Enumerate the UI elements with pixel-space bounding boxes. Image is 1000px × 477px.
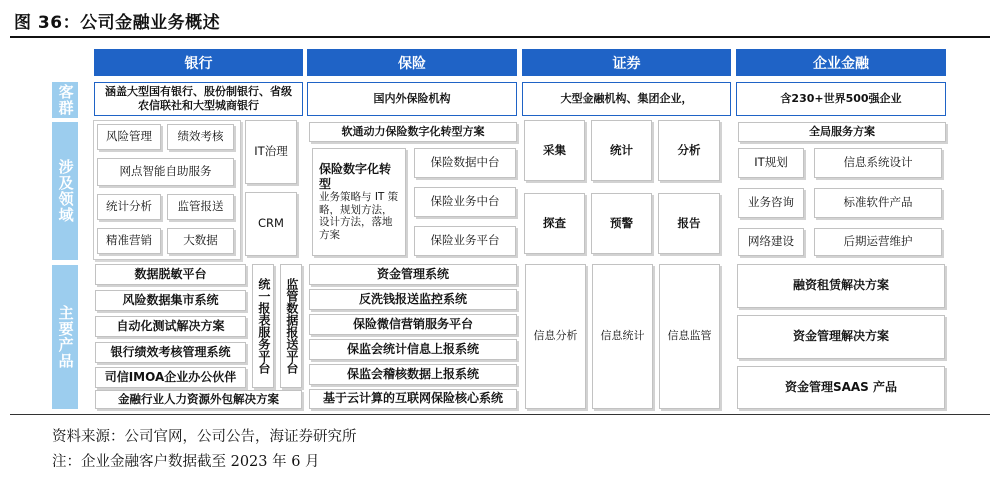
bank-product-auto-testing: 自动化测试解决方案 bbox=[95, 316, 246, 337]
insurance-product-fund-mgmt: 资金管理系统 bbox=[309, 264, 517, 285]
bank-crm: CRM bbox=[245, 192, 297, 256]
insurance-digital-title: 保险数字化转型 bbox=[319, 162, 392, 191]
row-label-customers-text: 客群 bbox=[56, 84, 75, 116]
bank-product-imoa-office: 司信IMOA企业办公伙伴 bbox=[95, 367, 246, 388]
enterprise-standard-software: 标准软件产品 bbox=[814, 188, 942, 218]
bank-product-hr-outsourcing: 金融行业人力资源外包解决方案 bbox=[95, 390, 302, 409]
row-label-domains-text: 涉及领域 bbox=[56, 159, 75, 223]
customer-bank: 涵盖大型国有银行、股份制银行、省级农信联社和大型城商银行 bbox=[94, 82, 303, 116]
bank-performance-review: 绩效考核 bbox=[167, 124, 234, 150]
bank-regulatory-reporting: 监管报送 bbox=[167, 194, 234, 220]
enterprise-business-consulting: 业务咨询 bbox=[738, 188, 804, 218]
securities-product-info-statistics: 信息统计 bbox=[592, 264, 653, 409]
bank-product-risk-data-mart: 风险数据集市系统 bbox=[95, 290, 246, 311]
bank-product-regulatory-text: 监管数据报送平台 bbox=[284, 278, 299, 374]
enterprise-info-system-design: 信息系统设计 bbox=[814, 148, 942, 178]
insurance-product-audit-reporting: 保监会稽核数据上报系统 bbox=[309, 364, 517, 385]
enterprise-global-service-header: 全局服务方案 bbox=[738, 122, 946, 142]
bank-it-governance: IT治理 bbox=[245, 120, 297, 184]
insurance-product-cloud-core: 基于云计算的互联网保险核心系统 bbox=[309, 389, 517, 409]
bank-product-unified-report-text: 统一报表服务平台 bbox=[256, 278, 271, 374]
securities-inspect: 探查 bbox=[524, 193, 585, 254]
enterprise-operations-maintenance: 后期运营维护 bbox=[814, 228, 942, 256]
insurance-digital-desc: 业务策略与 IT 策略，规划方法，设计方法，落地方案 bbox=[319, 191, 399, 241]
row-label-products bbox=[52, 265, 78, 409]
securities-product-info-supervision: 信息监管 bbox=[659, 264, 720, 409]
insurance-data-center: 保险数据中台 bbox=[414, 148, 516, 178]
row-label-customers bbox=[52, 82, 78, 118]
figure-title: 图 36：公司金融业务概述 bbox=[14, 13, 221, 33]
securities-report: 报告 bbox=[658, 193, 720, 254]
insurance-transformation-header: 软通动力保险数字化转型方案 bbox=[309, 122, 517, 142]
insurance-business-platform: 保险业务平台 bbox=[414, 226, 516, 256]
bank-precision-marketing: 精准营销 bbox=[97, 228, 161, 254]
enterprise-product-leasing: 融资租赁解决方案 bbox=[737, 264, 945, 308]
row-label-products-text: 主要产品 bbox=[56, 305, 75, 369]
source-note: 资料来源：公司官网，公司公告，海证券研究所 bbox=[52, 429, 357, 445]
customer-securities: 大型金融机构、集团企业， bbox=[522, 82, 731, 116]
securities-analysis: 分析 bbox=[658, 120, 720, 181]
column-header-securities: 证券 bbox=[522, 49, 731, 76]
enterprise-product-fund-solution: 资金管理解决方案 bbox=[737, 315, 945, 359]
bank-product-regulatory-platform bbox=[280, 264, 302, 388]
bank-branch-self-service: 网点智能自助服务 bbox=[97, 158, 234, 186]
column-header-bank: 银行 bbox=[94, 49, 303, 76]
enterprise-product-fund-saas: 资金管理SAAS 产品 bbox=[737, 366, 945, 409]
enterprise-it-planning: IT规划 bbox=[738, 148, 804, 178]
column-header-enterprise: 企业金融 bbox=[736, 49, 946, 76]
bank-product-data-masking: 数据脱敏平台 bbox=[95, 264, 246, 285]
bank-risk-management: 风险管理 bbox=[97, 124, 161, 150]
enterprise-network-building: 网络建设 bbox=[738, 228, 804, 256]
bank-product-unified-report-platform bbox=[252, 264, 274, 388]
insurance-product-stats-reporting: 保监会统计信息上报系统 bbox=[309, 339, 517, 360]
title-rule bbox=[10, 36, 990, 38]
securities-collect: 采集 bbox=[524, 120, 585, 181]
customer-insurance: 国内外保险机构 bbox=[307, 82, 517, 116]
securities-warning: 预警 bbox=[591, 193, 652, 254]
securities-statistics: 统计 bbox=[591, 120, 652, 181]
data-note: 注：企业金融客户数据截至 2023 年 6 月 bbox=[52, 454, 320, 470]
insurance-business-center: 保险业务中台 bbox=[414, 187, 516, 217]
customer-enterprise: 含230+世界500强企业 bbox=[736, 82, 946, 116]
insurance-product-wechat-marketing: 保险微信营销服务平台 bbox=[309, 314, 517, 335]
securities-product-info-analysis: 信息分析 bbox=[525, 264, 586, 409]
bank-big-data: 大数据 bbox=[167, 228, 234, 254]
footer-rule bbox=[10, 414, 990, 415]
insurance-digital-transformation bbox=[312, 148, 406, 256]
row-label-domains bbox=[52, 122, 78, 260]
column-header-insurance: 保险 bbox=[307, 49, 517, 76]
bank-statistical-analysis: 统计分析 bbox=[97, 194, 161, 220]
insurance-product-aml-monitoring: 反洗钱报送监控系统 bbox=[309, 289, 517, 310]
bank-product-performance-system: 银行绩效考核管理系统 bbox=[95, 342, 246, 363]
